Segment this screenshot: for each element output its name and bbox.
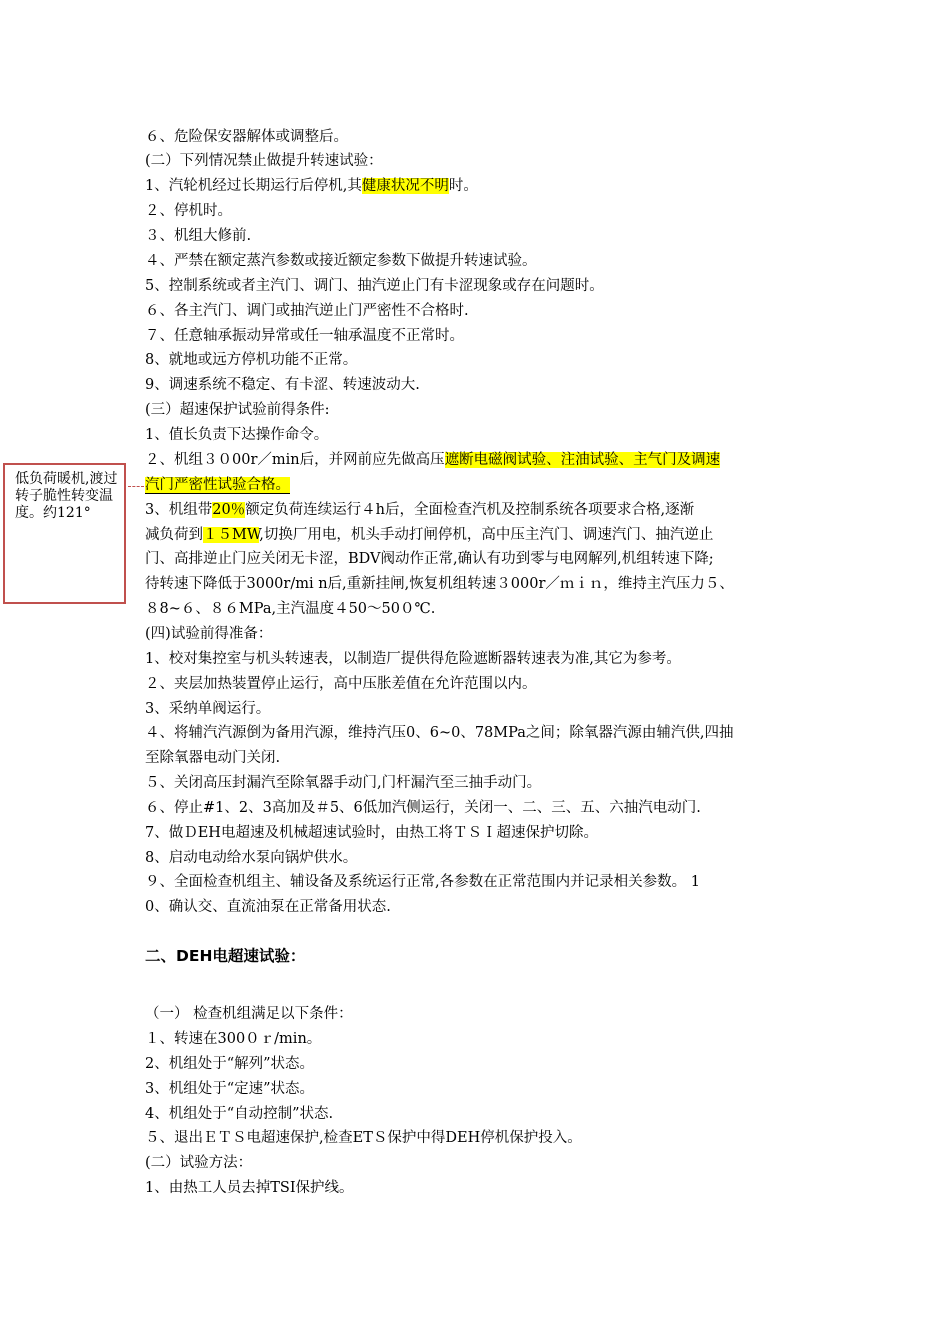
text-line: [145, 475, 810, 495]
text-line: 1、由热工人员去掉TSI保护线。: [145, 1180, 354, 1196]
highlight-span: 遮断电磁阀试验、注油试验、主气门及调速: [444, 452, 721, 468]
text-span: 时。: [448, 178, 478, 194]
text-line: [145, 525, 810, 545]
highlight-span: 健康状况不明: [361, 178, 449, 194]
text-line: 待转速下降低于3000r/mi n后,重新挂闸,恢复机组转速３000r／ｍｉｎ，维持主汽压力５、: [145, 576, 734, 592]
text-span: 减负荷到: [145, 527, 203, 543]
text-span: ,切换厂用电，机头手动打闸停机，高中压主汽门、调速汽门、抽汽逆止: [259, 527, 714, 543]
highlight-span: 汽门严密性试验合格。: [145, 477, 290, 493]
text-line: 3、机组处于“定速”状态。: [145, 1081, 315, 1097]
text-line: 3、采纳单阀运行。: [145, 701, 271, 717]
text-line: １、转速在300０ｒ/min。: [145, 1031, 322, 1047]
section-heading-4: (四)试验前得准备：: [145, 626, 273, 642]
text-line: ６、停止#1、2、3高加及＃5、6低加汽侧运行，关闭一、二、三、五、六抽汽电动门.: [145, 800, 701, 816]
text-line: ９、全面检查机组主、辅设备及系统运行正常,各参数在正常范围内并记录相关参数。 1: [145, 874, 700, 890]
section-title-deh: 二、DEH电超速试验：: [145, 947, 306, 965]
text-line: ２、停机时。: [145, 203, 232, 219]
text-span: ２、机组３０00r／min后，并网前应先做高压: [145, 452, 445, 468]
text-line: ４、将辅汽汽源倒为备用汽源，维持汽压0、6~0、78MPa之间；除氧器汽源由辅汽供,四抽: [145, 725, 734, 741]
text-line: ７、任意轴承振动异常或任一轴承温度不正常时。: [145, 328, 464, 344]
text-line: 1、校对集控室与机头转速表，以制造厂提供得危险遮断器转速表为准,其它为参考。: [145, 651, 681, 667]
text-line: ６、危险保安器解体或调整后。: [145, 129, 348, 145]
text-line: 1、值长负责下达操作命令。: [145, 427, 329, 443]
highlight-span: 20％: [212, 502, 246, 518]
text-line: 5、控制系统或者主汽门、调门、抽汽逆止门有卡涩现象或存在问题时。: [145, 278, 604, 294]
text-line: （一） 检查机组满足以下条件：: [145, 1006, 353, 1022]
text-line: 0、确认交、直流油泵在正常备用状态.: [145, 899, 391, 915]
highlight-span: １５MW: [203, 527, 260, 543]
text-line: 4、机组处于“自动控制”状态.: [145, 1106, 334, 1122]
section-heading-3: (三）超速保护试验前得条件:: [145, 402, 330, 418]
text-line: 门、高排逆止门应关闭无卡涩，BDV阀动作正常,确认有功到零与电网解列,机组转速下降;: [145, 551, 714, 567]
text-line: ８8~６、８６MPa,主汽温度４50～50０℃.: [145, 601, 436, 617]
text-line: (二）试验方法：: [145, 1155, 253, 1171]
text-line: ５、关闭高压封漏汽至除氧器手动门,门杆漏汽至三抽手动门。: [145, 775, 542, 791]
text-span: 1、汽轮机经过长期运行后停机,其: [145, 178, 362, 194]
text-span: 额定负荷连续运行４h后，全面检查汽机及控制系统各项要求合格,逐渐: [245, 502, 695, 518]
section-heading-2: (二）下列情况禁止做提升转速试验：: [145, 153, 383, 169]
comment-connector: [128, 486, 144, 487]
text-line: 2、机组处于“解列”状态。: [145, 1056, 315, 1072]
text-line: 8、启动电动给水泵向锅炉供水。: [145, 850, 358, 866]
text-line: ２、夹层加热装置停止运行，高中压胀差值在允许范围以内。: [145, 676, 537, 692]
text-line: [145, 176, 810, 196]
text-line: [145, 450, 810, 470]
text-line: 8、就地或远方停机功能不正常。: [145, 352, 358, 368]
text-line: ５、退出ＥＴＳ电超速保护,检查ETＳ保护中得DEH停机保护投入。: [145, 1130, 582, 1146]
text-line: ６、各主汽门、调门或抽汽逆止门严密性不合格时.: [145, 303, 469, 319]
text-line: [145, 500, 810, 520]
margin-comment[interactable]: [3, 463, 126, 604]
text-span: 3、机组带: [145, 502, 213, 518]
text-line: 9、调速系统不稳定、有卡涩、转速波动大.: [145, 377, 420, 393]
text-line: ４、严禁在额定蒸汽参数或接近额定参数下做提升转速试验。: [145, 253, 537, 269]
text-line: ３、机组大修前.: [145, 228, 252, 244]
text-line: 7、做ＤEH电超速及机械超速试验时，由热工将ＴＳＩ超速保护切除。: [145, 825, 598, 841]
text-line: 至除氧器电动门关闭.: [145, 750, 281, 766]
comment-text: 低负荷暖机,渡过转子脆性转变温度。约121°: [15, 471, 118, 521]
